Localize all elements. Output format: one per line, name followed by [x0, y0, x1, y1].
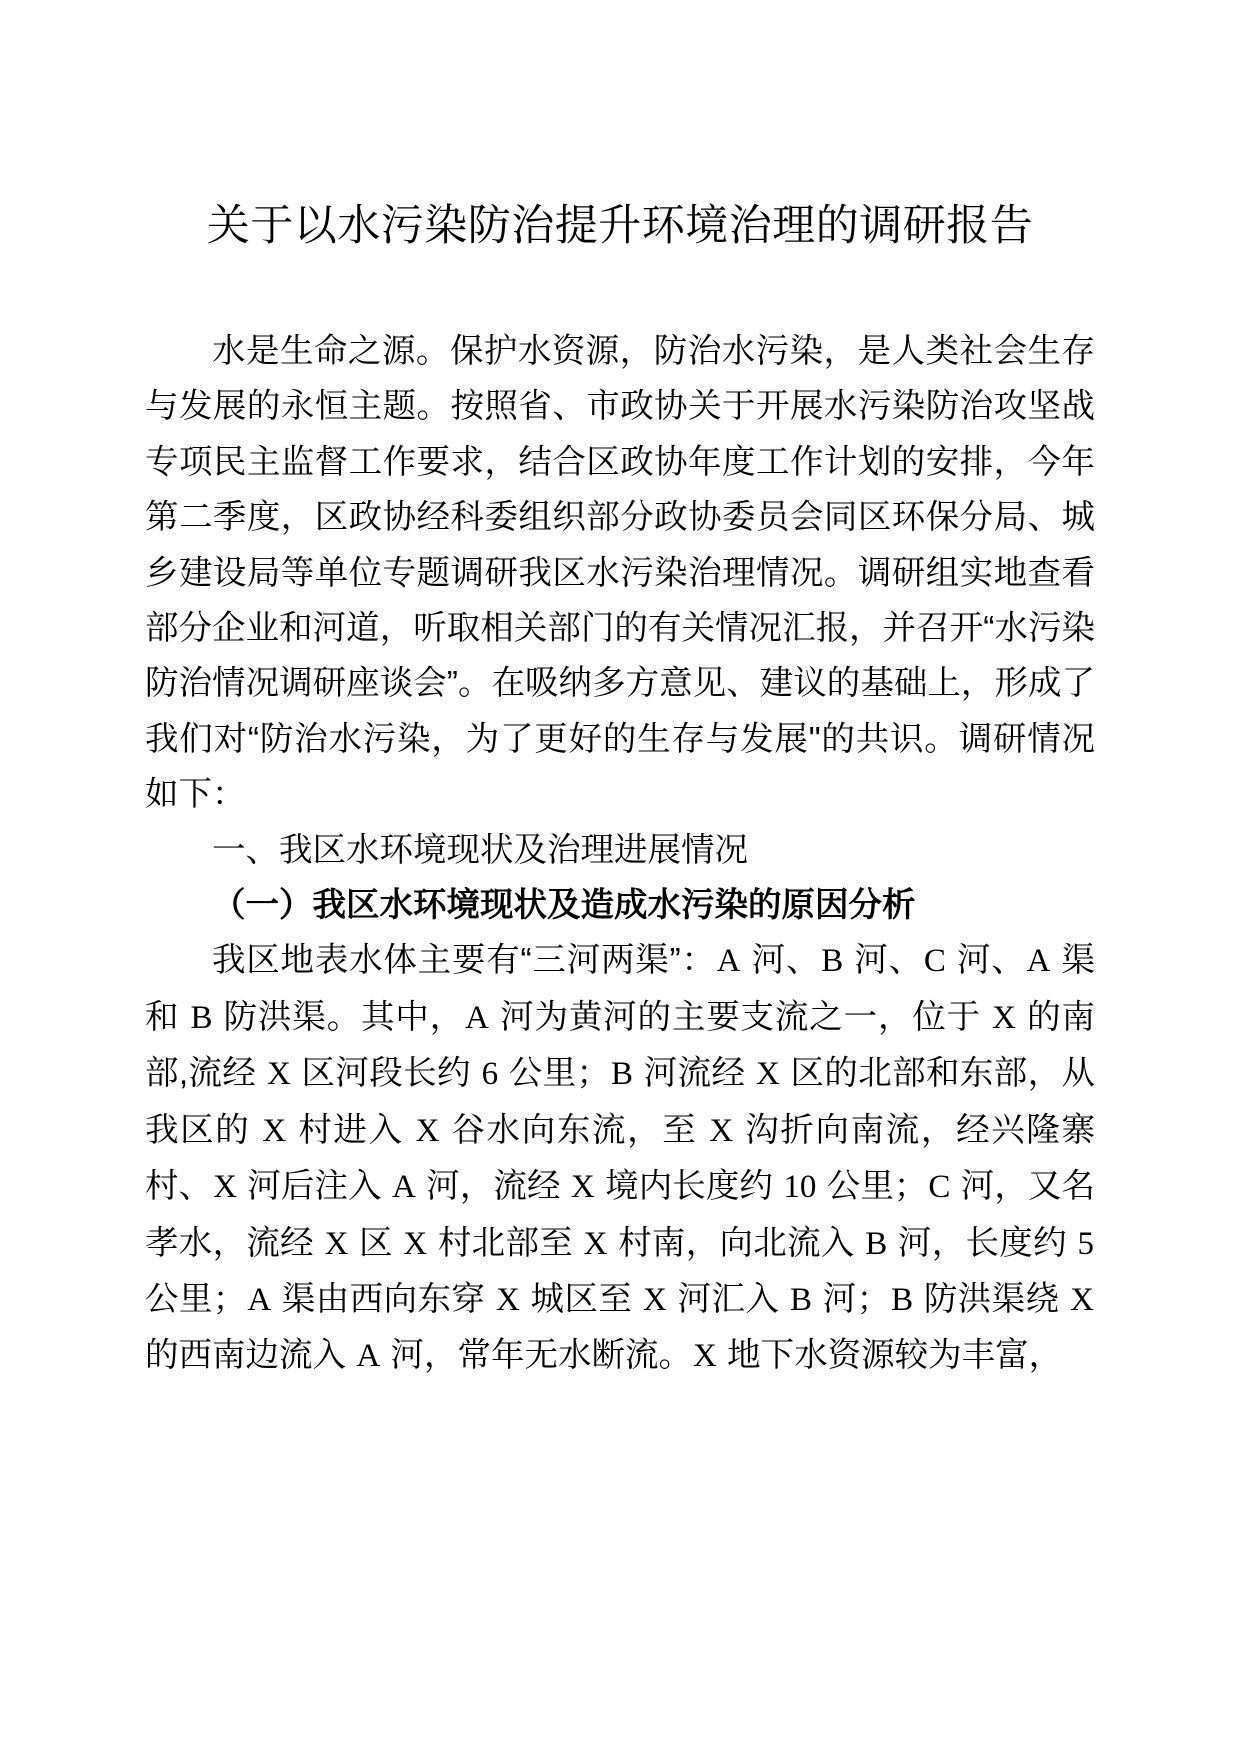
latin-token: X — [262, 1112, 287, 1149]
page-title: 关于以水污染防治提升环境治理的调研报告 — [206, 202, 1034, 250]
document-content — [145, 0, 1095, 1385]
latin-token: B — [611, 1056, 634, 1093]
latin-token: X — [570, 1169, 595, 1206]
latin-token: A — [392, 1169, 416, 1206]
latin-token: 5 — [1077, 1225, 1094, 1262]
latin-token: A — [1026, 943, 1051, 980]
latin-token: X — [415, 1112, 440, 1149]
latin-token: 10 — [783, 1169, 817, 1206]
latin-token: X — [266, 1056, 291, 1093]
latin-token: X — [709, 1112, 734, 1149]
latin-token: 6 — [481, 1056, 499, 1093]
latin-token: X — [692, 1338, 717, 1375]
latin-token: B — [865, 1225, 888, 1262]
latin-token: X — [992, 999, 1016, 1036]
latin-token: B — [190, 999, 213, 1036]
section-heading-one: 一、我区水环境现状及治理进展情况 — [212, 831, 748, 869]
latin-token: A — [247, 1281, 272, 1318]
latin-token: X — [642, 1281, 667, 1318]
latin-token: X — [583, 1225, 608, 1262]
latin-token: C — [928, 1169, 951, 1206]
latin-token: X — [496, 1281, 520, 1318]
latin-token: B — [821, 943, 844, 980]
latin-token: B — [789, 1281, 812, 1318]
paragraph-intro: 水是生命之源。保护水资源，防治水污染，是人类社会生存与发展的永恒主题。按照省、市政协关于开展水污染防治攻坚战专项民主监督工作要求，结合区政协年度工作计划的安排，今年第二季度，区政协经科委组织部分政协委员会同区环保分局、城乡建设局等单位专题调研我区水污染治理情况。调研组实地查看部分企业和河道，听取相关部门的有关情况汇报，并召开“水污染防治情况调研座谈会”。在吸纳多方意见、建议的基础上，形成了我们对“防治水污染，为了更好的生存与发展"的共识。调研情况如下： — [145, 333, 1095, 814]
latin-token: C — [923, 943, 946, 980]
latin-token: A — [465, 999, 489, 1036]
latin-token: A — [716, 943, 741, 980]
latin-token: X — [1070, 1281, 1095, 1318]
latin-token: X — [756, 1056, 780, 1093]
latin-token: X — [403, 1225, 428, 1262]
latin-token: B — [891, 1281, 914, 1318]
latin-token: X — [324, 1225, 349, 1262]
subsection-heading-one: （一）我区水环境现状及造成水污染的原因分析 — [212, 887, 916, 925]
latin-token: X — [213, 1169, 237, 1206]
latin-token: A — [356, 1338, 381, 1375]
paragraph-water-bodies: 我区地表水体主要有“三河两渠”：A 河、B 河、C 河、A 渠和 B 防洪渠。其中，A 河为黄河的主要支流之一，位于 X 的南部,流经 X 区河段长约 6 公里；B 河流经 X 区的北部和东部，从我区的 X 村进入 X 谷水向东流，至 X 沟折向南流，经兴隆寨村、X 河后注入 A 河，流经 X 境内长度约 10 公里；C 河，又名孝水，流经 X 区 X 村北部至 X 村南，向北流入 B 河，长度约 5 公里；A 渠由西向东穿 X 城区至 X 河汇入 B 河；B 防洪渠绕 X 的西南边流入 A 河，常年无水断流。X 地下水资源较为丰富， — [145, 942, 1096, 1375]
